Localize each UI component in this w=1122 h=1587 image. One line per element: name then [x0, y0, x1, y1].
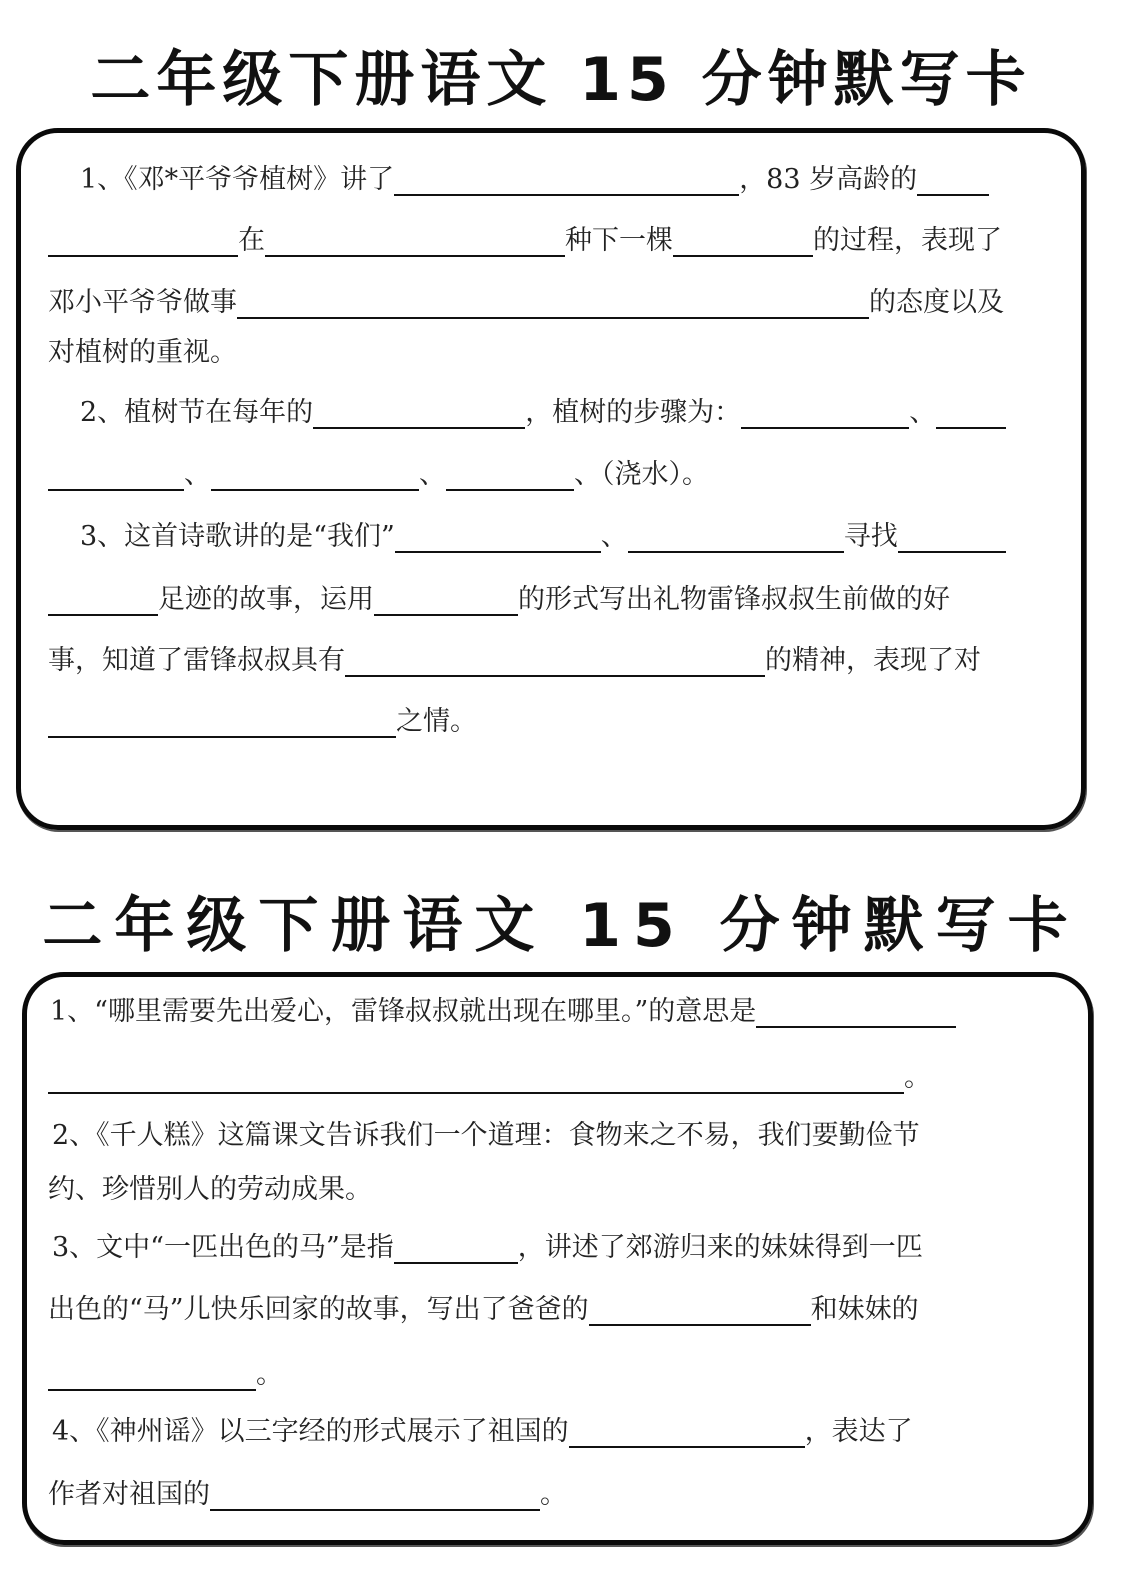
- question-line: [80, 517, 1006, 557]
- question-line: [48, 221, 1002, 261]
- question-text: 寻找: [843, 521, 898, 552]
- question-line: [48, 702, 477, 742]
- question-text: 2、《千人糕》这篇课文告诉我们一个道理：食物来之不易，我们要勤俭节: [52, 1120, 920, 1151]
- question-text: 2、植树节在每年的: [80, 397, 314, 428]
- answer-blank[interactable]: [265, 225, 565, 257]
- question-line: [52, 1412, 913, 1452]
- answer-blank[interactable]: [628, 521, 844, 553]
- question-text: 种下一棵: [565, 225, 673, 256]
- answer-blank[interactable]: [569, 1416, 805, 1448]
- question-text: 。: [904, 1062, 931, 1093]
- question-line: [80, 160, 989, 200]
- question-text: ，讲述了郊游归来的妹妹得到一匹: [517, 1232, 923, 1263]
- question-text: 1、《邓*平爷爷植树》讲了: [80, 164, 395, 195]
- answer-blank[interactable]: [48, 584, 158, 616]
- question-text: 事，知道了雷锋叔叔具有: [48, 645, 345, 676]
- question-text: 出色的“马”儿快乐回家的故事，写出了爸爸的: [48, 1294, 589, 1325]
- answer-blank[interactable]: [917, 164, 989, 196]
- question-text: 、（浇水）。: [574, 459, 709, 490]
- question-line: [52, 1116, 920, 1156]
- answer-blank[interactable]: [898, 521, 1006, 553]
- answer-blank[interactable]: [48, 1062, 904, 1094]
- question-line: [48, 455, 709, 495]
- answer-blank[interactable]: [756, 996, 956, 1028]
- question-text: 在: [238, 225, 265, 256]
- question-text: ，83 岁高龄的: [739, 164, 918, 195]
- question-text: 约、珍惜别人的劳动成果。: [48, 1174, 372, 1205]
- question-line: [80, 393, 1006, 433]
- question-line: [52, 1228, 923, 1268]
- answer-blank[interactable]: [741, 397, 909, 429]
- answer-blank[interactable]: [48, 1359, 256, 1391]
- question-text: 对植树的重视。: [48, 337, 237, 368]
- answer-blank[interactable]: [374, 584, 518, 616]
- answer-blank[interactable]: [48, 706, 396, 738]
- question-line: [48, 1475, 567, 1515]
- card-2-title: 二年级下册语文 15 分钟默写卡: [42, 891, 1080, 961]
- question-text: 1、“哪里需要先出爱心，雷锋叔叔就出现在哪里。”的意思是: [50, 996, 757, 1027]
- question-text: ，表达了: [804, 1416, 913, 1447]
- question-text: 作者对祖国的: [48, 1479, 210, 1510]
- answer-blank[interactable]: [345, 645, 765, 677]
- question-text: 邓小平爷爷做事: [48, 287, 237, 318]
- answer-blank[interactable]: [211, 459, 419, 491]
- question-line: [48, 641, 981, 681]
- answer-blank[interactable]: [446, 459, 574, 491]
- question-line: [48, 1058, 931, 1098]
- question-line: [48, 1170, 372, 1210]
- answer-blank[interactable]: [237, 287, 869, 319]
- question-text: 4、《神州谣》以三字经的形式展示了祖国的: [52, 1416, 569, 1447]
- question-text: 的态度以及: [869, 287, 1004, 318]
- answer-blank[interactable]: [210, 1479, 540, 1511]
- question-line: [48, 1355, 283, 1395]
- question-line: [48, 283, 1004, 323]
- answer-blank[interactable]: [936, 397, 1006, 429]
- answer-blank[interactable]: [673, 225, 813, 257]
- question-line: [48, 1290, 919, 1330]
- question-text: 足迹的故事，运用: [158, 584, 374, 615]
- answer-blank[interactable]: [313, 397, 525, 429]
- question-text: 、: [600, 521, 628, 552]
- question-text: 之情。: [396, 706, 477, 737]
- answer-blank[interactable]: [589, 1294, 811, 1326]
- question-text: 和妹妹的: [810, 1294, 919, 1325]
- question-line: [48, 580, 950, 620]
- question-text: 的形式写出礼物雷锋叔叔生前做的好: [518, 584, 950, 615]
- answer-blank[interactable]: [394, 164, 739, 196]
- question-text: 、: [419, 459, 446, 490]
- answer-blank[interactable]: [394, 1232, 518, 1264]
- question-text: 的精神，表现了对: [765, 645, 981, 676]
- question-text: 3、这首诗歌讲的是“我们”: [80, 521, 395, 552]
- question-text: 、: [184, 459, 211, 490]
- question-line: [50, 992, 956, 1032]
- answer-blank[interactable]: [395, 521, 601, 553]
- question-line: [48, 333, 237, 373]
- question-text: 、: [909, 397, 937, 428]
- answer-blank[interactable]: [48, 225, 238, 257]
- question-text: 的过程，表现了: [813, 225, 1002, 256]
- question-text: 。: [540, 1479, 567, 1510]
- question-text: 。: [256, 1359, 283, 1390]
- answer-blank[interactable]: [48, 459, 184, 491]
- question-text: ，植树的步骤为：: [525, 397, 742, 428]
- question-text: 3、文中“一匹出色的马”是指: [52, 1232, 394, 1263]
- card-1-title: 二年级下册语文 15 分钟默写卡: [90, 45, 1032, 115]
